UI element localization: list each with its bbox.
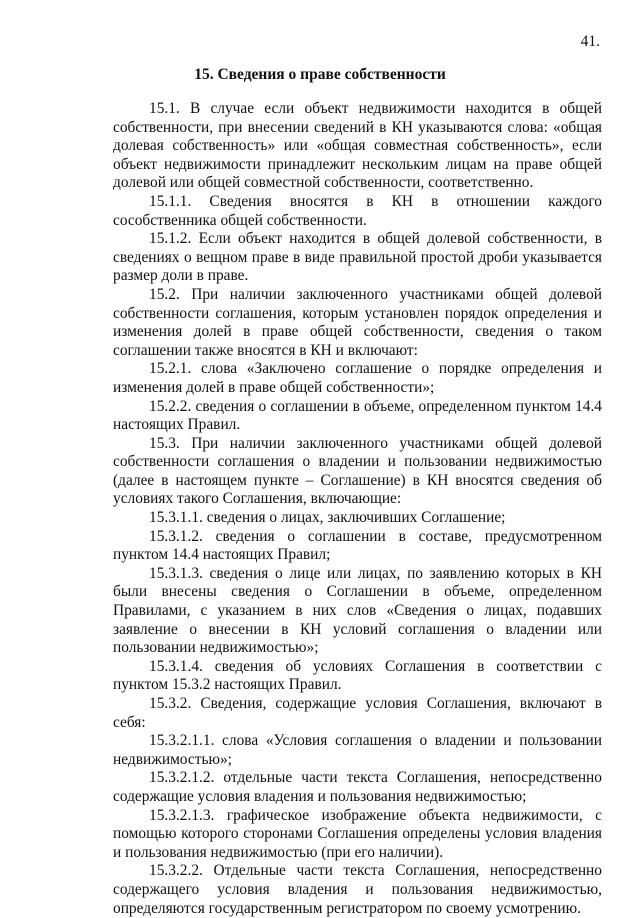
paragraph: 15.3.1.4. сведения об условиях Соглашения в соответствии с пунктом 15.3.2 настоящих Правил. bbox=[113, 657, 602, 694]
paragraph: 15.1.2. Если объект находится в общей долевой собственности, в сведениях о вещном праве в виде правильной простой дроби указывается размер доли в праве. bbox=[113, 230, 602, 285]
section-title: 15. Сведения о праве собственности bbox=[194, 66, 446, 83]
document-body bbox=[113, 100, 602, 918]
paragraph: 15.3.2.2. Отдельные части текста Соглашения, непосредственно содержащего условия владения и пользования недвижимостью, определяются государственным регистратором по своему усмотрению. bbox=[113, 862, 602, 917]
page-number: 41. bbox=[580, 33, 600, 50]
paragraph: 15.3.2.1.3. графическое изображение объекта недвижимости, с помощью которого сторонами Соглашения определены условия владения и пользования недвижимостью (при его наличии). bbox=[113, 806, 602, 861]
paragraph: 15.3.1.3. сведения о лице или лицах, по заявлению которых в КН были внесены сведения о Соглашении в объеме, определенном Правилами, с указанием в них слов «Сведения о лицах, подавших заявление о внесении в КН условий соглашения о владении или пользовании недвижимостью»; bbox=[113, 564, 602, 657]
paragraph: 15.3.2.1.1. слова «Условия соглашения о владении и пользовании недвижимостью»; bbox=[113, 732, 602, 768]
paragraph: 15.3.2.1.2. отдельные части текста Соглашения, непосредственно содержащие условия владения и пользования недвижимостью; bbox=[113, 769, 602, 805]
paragraph: 15.1.1. Сведения вносятся в КН в отношении каждого сособственника общей собственности. bbox=[113, 192, 602, 229]
paragraph: 15.3.1.2. сведения о соглашении в составе, предусмотренном пунктом 14.4 настоящих Правил; bbox=[113, 527, 602, 564]
paragraph: 15.3. При наличии заключенного участниками общей долевой собственности соглашения о владении и пользовании недвижимостью (далее в настоящем пункте – Соглашение) в КН вносятся сведения об условиях такого Соглашения, включающие: bbox=[113, 434, 602, 508]
paragraph: 15.2.2. сведения о соглашении в объеме, определенном пунктом 14.4 настоящих Правил. bbox=[113, 397, 602, 434]
paragraph: 15.2.1. слова «Заключено соглашение о порядке определения и изменения долей в праве общей собственности»; bbox=[113, 360, 602, 396]
paragraph: 15.3.1.1. сведения о лицах, заключивших Соглашение; bbox=[149, 509, 506, 527]
paragraph: 15.1. В случае если объект недвижимости находится в общей собственности, при внесении сведений в КН указываются слова: «общая долевая собственность» или «общая совместная собственность», если объект недвижимости принадлежит нескольким лицам на праве общей долевой или общей совместной собственности, соответственно. bbox=[113, 100, 602, 192]
paragraph: 15.2. При наличии заключенного участниками общей долевой собственности соглашения, которым установлен порядок определения и изменения долей в праве общей собственности, сведения о таком соглашении также вносятся в КН и включают: bbox=[113, 285, 602, 359]
paragraph: 15.3.2. Сведения, содержащие условия Соглашения, включают в себя: bbox=[113, 695, 602, 731]
